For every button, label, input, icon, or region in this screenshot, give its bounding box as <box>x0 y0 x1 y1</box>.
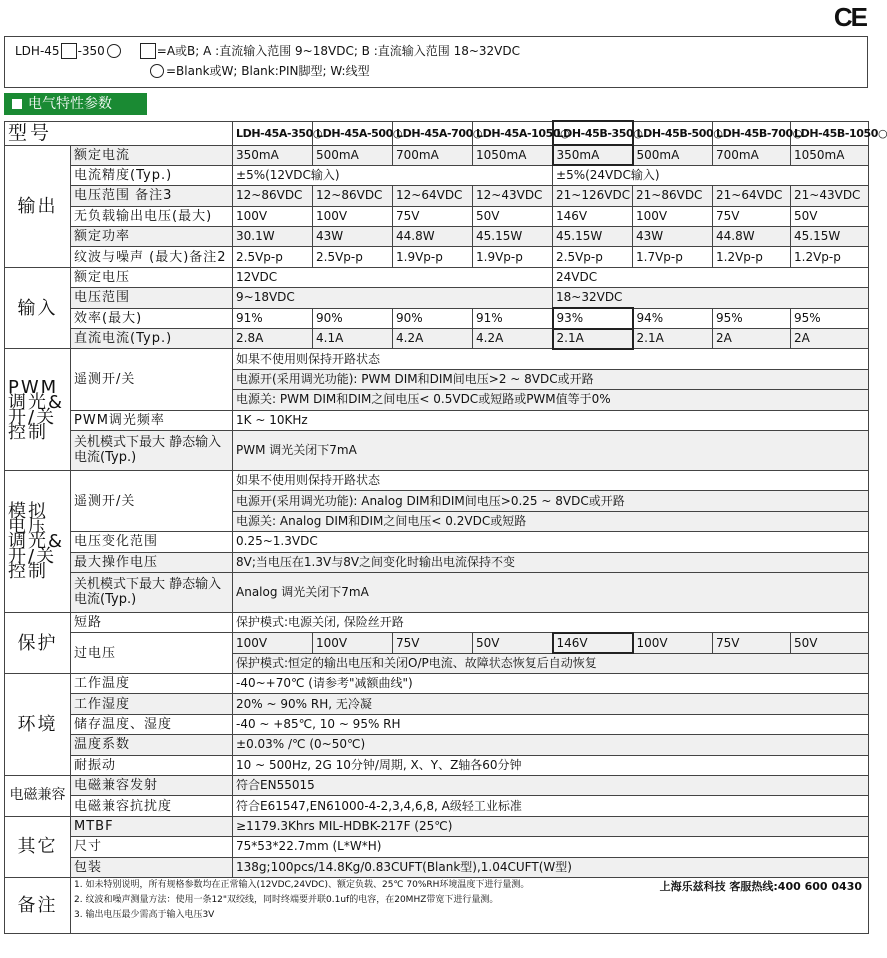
section-title: 电气特性参数 <box>28 96 112 112</box>
group-output: 输出 <box>5 145 71 267</box>
table-row <box>5 329 869 349</box>
table-row <box>5 349 869 369</box>
table-row <box>5 206 869 226</box>
ce-mark: CE <box>833 2 866 32</box>
cell-value: 4.1A <box>313 329 393 349</box>
cell-value: 2.8A <box>233 329 313 349</box>
table-row <box>5 572 869 612</box>
model-name-highlighted: LDH-45B-350○ <box>553 121 633 145</box>
cell-value: 50V <box>791 206 869 226</box>
row-label <box>71 186 233 206</box>
cell-value: 45.15W <box>473 227 553 247</box>
cell-value: 43W <box>313 227 393 247</box>
row-label-sub: (Typ.) <box>100 450 137 466</box>
cell-value: ±5%(24VDC输入) <box>553 165 869 185</box>
row-label: 最大操作电压 <box>71 552 233 572</box>
cell-value: 24VDC <box>553 267 869 287</box>
cell-value: 90% <box>393 308 473 328</box>
cell-value: 95% <box>791 308 869 328</box>
model-name: LDH-45A-1050○ <box>473 121 553 145</box>
cell-value: 1K ~ 10KHz <box>233 410 869 430</box>
cell-value: ≥1179.3Khrs MIL-HDBK-217F (25℃) <box>233 816 869 836</box>
cell-value: 75*53*22.7mm (L*W*H) <box>233 837 869 857</box>
section-banner <box>4 93 147 115</box>
option-ab-text: =A或B; A :直流输入范围 9~18VDC; B :直流输入范围 18~32VDC <box>156 44 521 58</box>
group-input: 输入 <box>5 267 71 349</box>
cell-value: -40~+70℃ (请参考"减额曲线") <box>233 674 869 694</box>
row-label: 温度系数 <box>71 735 233 755</box>
model-name: LDH-45B-1050○ <box>791 121 869 145</box>
cell-value-highlighted: 350mA <box>553 145 633 165</box>
row-label: 电压范围 <box>71 288 233 308</box>
cell-value: 1.7Vp-p <box>633 247 713 267</box>
group-notes: 备注 <box>5 878 71 934</box>
table-row <box>5 552 869 572</box>
row-label-sub: 备注3 <box>135 188 173 204</box>
row-label: 过电压 <box>71 633 233 674</box>
group-environment: 环境 <box>5 674 71 776</box>
cell-value: 44.8W <box>713 227 791 247</box>
row-label: 额定功率 <box>71 227 233 247</box>
cell-value: 12~43VDC <box>473 186 553 206</box>
cell-value: 500mA <box>313 145 393 165</box>
table-row <box>5 430 869 470</box>
cell-value-highlighted: 146V <box>553 633 633 653</box>
cell-value: 保护模式:恒定的输出电压和关闭O/P电流、故障状态恢复后自动恢复 <box>233 653 869 673</box>
note-line: 2. 纹波和噪声测量方法：使用一条12"双绞线，同时终端要并联0.1uf的电容，在20MHZ带宽下进行量测。 <box>74 895 499 905</box>
row-label-text: 关机模式下最大 静态输入电流 <box>74 577 222 608</box>
cell-value: 45.15W <box>791 227 869 247</box>
model-header-row <box>5 121 869 145</box>
cell-value: 2.5Vp-p <box>553 247 633 267</box>
row-label: 耐振动 <box>71 755 233 775</box>
cell-value: 91% <box>233 308 313 328</box>
cell-value: 2A <box>791 329 869 349</box>
row-label-sub: (最大) <box>172 208 213 224</box>
cell-value: 50V <box>791 633 869 653</box>
row-label-sub: (Typ.) <box>130 168 173 184</box>
cell-value: 45.15W <box>553 227 633 247</box>
cell-value: 2.1A <box>633 329 713 349</box>
row-label-sub: (最大) <box>102 310 143 326</box>
cell-value: 符合EN55015 <box>233 776 869 796</box>
cell-value: 50V <box>473 206 553 226</box>
cell-value: 43W <box>633 227 713 247</box>
row-label <box>71 572 233 612</box>
row-label-text: 无负载输出电压 <box>74 208 173 224</box>
cell-value: 146V <box>553 206 633 226</box>
cell-value: 21~64VDC <box>713 186 791 206</box>
table-row <box>5 755 869 775</box>
cell-value: 75V <box>393 633 473 653</box>
table-row <box>5 857 869 877</box>
table-row <box>5 288 869 308</box>
cell-value: 95% <box>713 308 791 328</box>
cell-value: 90% <box>313 308 393 328</box>
row-label-sub: (Typ.) <box>100 592 137 608</box>
cell-value: 10 ~ 500Hz, 2G 10分钟/周期, X、Y、Z轴各60分钟 <box>233 755 869 775</box>
cell-value: 21~126VDC <box>553 186 633 206</box>
square-bullet-icon <box>12 99 22 109</box>
row-label-text: 电压范围 <box>74 188 131 204</box>
cell-value: 138g;100pcs/14.8Kg/0.83CUFT(Blank型),1.04CUFT(W型) <box>233 857 869 877</box>
row-label <box>71 308 233 328</box>
cell-value-highlighted: 2.1A <box>553 329 633 349</box>
cell-value: 1050mA <box>473 145 553 165</box>
cell-value: 2.5Vp-p <box>233 247 313 267</box>
note-line: 1. 如未特别说明，所有规格参数均在正常输入(12VDC,24VDC)、额定负载、25℃ 70%RH环境温度下进行量测。 <box>74 880 530 890</box>
model-name: LDH-45A-700○ <box>393 121 473 145</box>
cell-value: 100V <box>633 633 713 653</box>
checkbox-square-icon <box>140 43 156 59</box>
table-row <box>5 410 869 430</box>
table-row <box>5 145 869 165</box>
cell-value: 20% ~ 90% RH, 无冷凝 <box>233 694 869 714</box>
row-label: 尺寸 <box>71 837 233 857</box>
cell-value: 12~86VDC <box>233 186 313 206</box>
model-code-line-1 <box>15 41 857 61</box>
row-label-text: 纹波与噪声 <box>74 249 145 265</box>
note-line: 3. 输出电压最少需高于输入电压3V <box>74 910 215 920</box>
model-prefix: LDH-45 <box>15 44 60 58</box>
cell-value: 30.1W <box>233 227 313 247</box>
table-row <box>5 308 869 328</box>
cell-value: 1.9Vp-p <box>473 247 553 267</box>
circle-placeholder-icon <box>107 44 121 58</box>
cell-value: 75V <box>393 206 473 226</box>
cell-value: 12~86VDC <box>313 186 393 206</box>
group-pwm: PWM 调光& 开/关 控制 <box>5 349 71 471</box>
table-row <box>5 837 869 857</box>
model-code-line-2 <box>15 61 857 81</box>
cell-value: 12VDC <box>233 267 553 287</box>
table-row <box>5 776 869 796</box>
table-row <box>5 694 869 714</box>
table-row <box>5 165 869 185</box>
row-label <box>71 329 233 349</box>
cell-value: 100V <box>313 633 393 653</box>
cell-value: 电源关: PWM DIM和DIM之间电压< 0.5VDC或短路或PWM值等于0% <box>233 390 869 410</box>
model-name: LDH-45B-700○ <box>713 121 791 145</box>
cell-value: 2.5Vp-p <box>313 247 393 267</box>
model-name: LDH-45B-500○ <box>633 121 713 145</box>
cell-value: 8V;当电压在1.3V与8V之间变化时输出电流保持不变 <box>233 552 869 572</box>
row-label: 电压变化范围 <box>71 532 233 552</box>
cell-value: 21~43VDC <box>791 186 869 206</box>
cell-value: 100V <box>633 206 713 226</box>
row-label: 工作湿度 <box>71 694 233 714</box>
table-row <box>5 714 869 734</box>
cell-value: 2A <box>713 329 791 349</box>
row-label-sub: (Typ.) <box>130 331 173 347</box>
row-label: 额定电流 <box>71 145 233 165</box>
cell-value: 91% <box>473 308 553 328</box>
cell-value: 电源开(采用调光功能): PWM DIM和DIM间电压>2 ~ 8VDC或开路 <box>233 369 869 389</box>
row-label: 工作温度 <box>71 674 233 694</box>
cell-value: 保护模式:电源关闭, 保险丝开路 <box>233 612 869 632</box>
circle-placeholder-icon <box>150 64 164 78</box>
model-name: LDH-45A-350○ <box>233 121 313 145</box>
cell-value: 4.2A <box>393 329 473 349</box>
row-label <box>71 430 233 470</box>
cell-value: 符合E61547,EN61000-4-2,3,4,6,8, A级轻工业标准 <box>233 796 869 816</box>
cell-value: 75V <box>713 206 791 226</box>
cell-value: 1.2Vp-p <box>791 247 869 267</box>
cell-value: 700mA <box>393 145 473 165</box>
cell-value: ±0.03% /℃ (0~50℃) <box>233 735 869 755</box>
cell-value: 100V <box>233 206 313 226</box>
cell-value: 700mA <box>713 145 791 165</box>
row-label: MTBF <box>71 816 233 836</box>
cell-value: 500mA <box>633 145 713 165</box>
cell-value-highlighted: 93% <box>553 308 633 328</box>
cell-value: 44.8W <box>393 227 473 247</box>
cell-value: 18~32VDC <box>553 288 869 308</box>
row-label-sub: (最大)备注2 <box>149 249 227 265</box>
table-row <box>5 674 869 694</box>
cell-value: ±5%(12VDC输入) <box>233 165 553 185</box>
row-label <box>71 165 233 185</box>
row-label-text: 电流精度 <box>74 168 131 184</box>
notes-cell <box>71 878 869 934</box>
cell-value: 94% <box>633 308 713 328</box>
cell-value: 电源开(采用调光功能): Analog DIM和DIM间电压>0.25 ~ 8VDC或开路 <box>233 491 869 511</box>
row-label <box>71 206 233 226</box>
row-label: 包装 <box>71 857 233 877</box>
cell-value: 1.2Vp-p <box>713 247 791 267</box>
row-label: 额定电压 <box>71 267 233 287</box>
row-label-text: 效率 <box>74 310 103 326</box>
contact-hotline: 上海乐兹科技 客服热线:400 600 0430 <box>659 880 863 893</box>
table-row <box>5 735 869 755</box>
cell-value: 如果不使用则保持开路状态 <box>233 349 869 369</box>
spec-table <box>4 120 887 934</box>
table-row <box>5 532 869 552</box>
row-label-text: 关机模式下最大 静态输入电流 <box>74 435 222 466</box>
table-row <box>5 633 869 653</box>
cell-value: 12~64VDC <box>393 186 473 206</box>
table-row <box>5 816 869 836</box>
cell-value: 50V <box>473 633 553 653</box>
cell-value: 4.2A <box>473 329 553 349</box>
group-protection: 保护 <box>5 612 71 673</box>
row-label <box>71 247 233 267</box>
row-label: 短路 <box>71 612 233 632</box>
cell-value: 0.25~1.3VDC <box>233 532 869 552</box>
cell-value: 21~86VDC <box>633 186 713 206</box>
group-analog: 模拟 电压 调光& 开/关 控制 <box>5 470 71 612</box>
cell-value: 75V <box>713 633 791 653</box>
table-title: 型号 <box>5 121 233 145</box>
cell-value: 100V <box>313 206 393 226</box>
model-name: LDH-45A-500○ <box>313 121 393 145</box>
group-emc: 电磁兼容 <box>5 776 71 817</box>
table-row <box>5 878 869 934</box>
cell-value: 电源关: Analog DIM和DIM之间电压< 0.2VDC或短路 <box>233 511 869 531</box>
cell-value: 350mA <box>233 145 313 165</box>
table-row <box>5 267 869 287</box>
table-row <box>5 186 869 206</box>
cell-value: PWM 调光关闭下7mA <box>233 430 869 470</box>
row-label: PWM调光频率 <box>71 410 233 430</box>
option-w-text: =Blank或W; Blank:PIN脚型; W:线型 <box>166 64 370 78</box>
row-label: 遥测开/关 <box>71 470 233 531</box>
cell-value: 1.9Vp-p <box>393 247 473 267</box>
cell-value: -40 ~ +85℃, 10 ~ 95% RH <box>233 714 869 734</box>
row-label: 储存温度、湿度 <box>71 714 233 734</box>
cell-value: Analog 调光关闭下7mA <box>233 572 869 612</box>
table-row <box>5 227 869 247</box>
table-row <box>5 796 869 816</box>
cell-value: 100V <box>233 633 313 653</box>
cell-value: 如果不使用则保持开路状态 <box>233 470 869 490</box>
group-other: 其它 <box>5 816 71 877</box>
table-row <box>5 612 869 632</box>
row-label: 电磁兼容发射 <box>71 776 233 796</box>
checkbox-square-icon <box>61 43 77 59</box>
cell-value: 9~18VDC <box>233 288 553 308</box>
model-mid: -350 <box>77 44 105 58</box>
cell-value: 1050mA <box>791 145 869 165</box>
model-code-box <box>4 36 868 88</box>
row-label-text: 直流电流 <box>74 331 131 347</box>
row-label: 电磁兼容抗扰度 <box>71 796 233 816</box>
table-row <box>5 470 869 490</box>
row-label: 遥测开/关 <box>71 349 233 410</box>
table-row <box>5 247 869 267</box>
